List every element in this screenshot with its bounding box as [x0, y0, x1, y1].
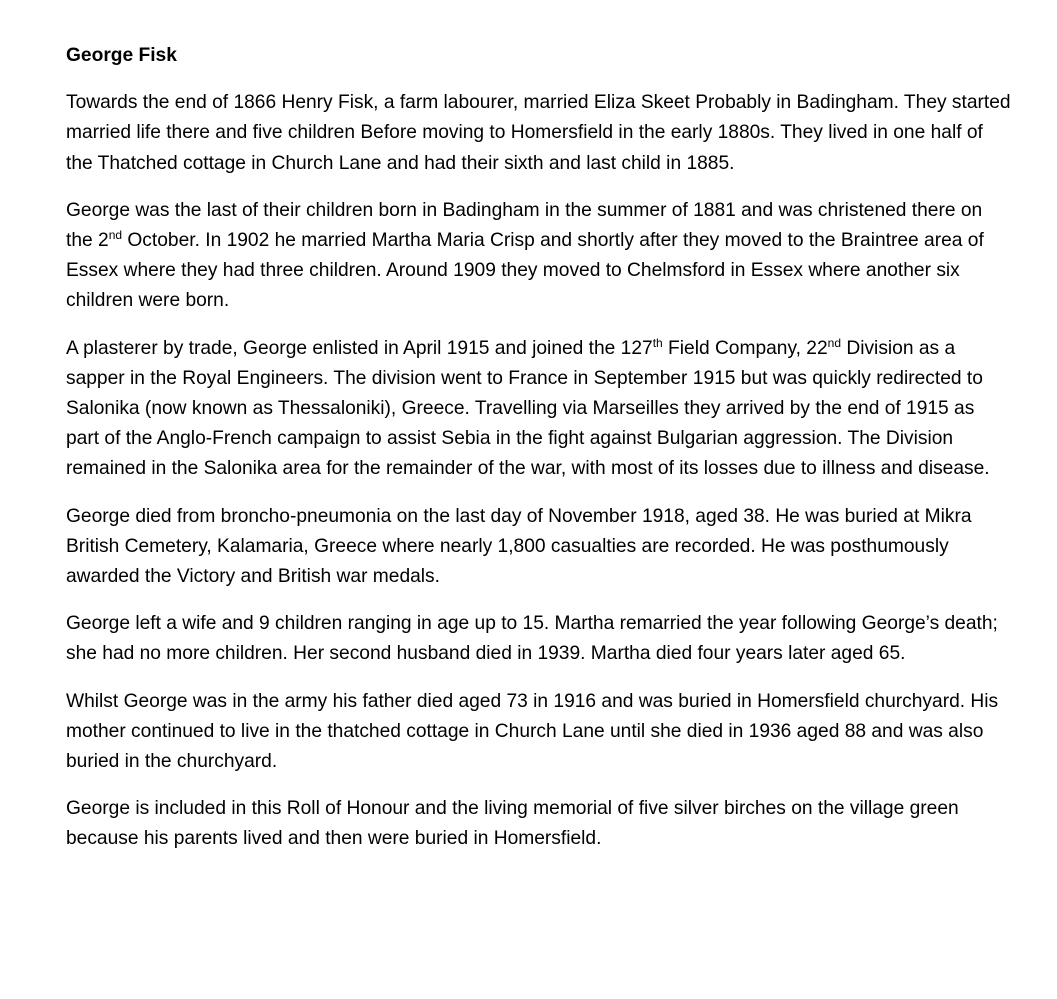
document-title: George Fisk [66, 45, 177, 66]
document-page [66, 41, 1011, 872]
paragraph-family: George left a wife and 9 children ranging in age up to 15. Martha remarried the year following George’s death; she had no more children. Her second husband died in 1939. Martha died four years later aged 65. [66, 613, 998, 665]
paragraph-text: October. In 1902 he married Martha Maria Crisp and shortly after they moved to the Braintree area of Essex where they had three children. Around 1909 they moved to Chelmsford in Essex where another six children were born. [66, 230, 984, 312]
paragraph-text: George was the last of their children born in Badingham in the summer of 1881 and was christened there on the 2 [66, 199, 983, 252]
paragraph-text: Field Company, 22 [662, 337, 828, 359]
paragraph-text: Division as a sapper in the Royal Engineers. The division went to France in September 1915 but was quickly redirected to Salonika (now known as Thessaloniki), Greece. Travelling via Marseilles they arrived by the end of 1915 as part of the Anglo-French campaign to assist Sebia in the fight against Bulgarian aggression. The Division remained in the Salonika area for the remainder of the war, with most of its losses due to illness and disease. [66, 337, 990, 480]
ordinal-suffix: nd [827, 335, 842, 350]
paragraph-text: A plasterer by trade, George enlisted in April 1915 and joined the 127 [66, 337, 653, 359]
paragraph-marriage: Towards the end of 1866 Henry Fisk, a farm labourer, married Eliza Skeet Probably in Badingham. They started married life there and five children Before moving to Homersfield in the early 1880s. They lived in one half of the Thatched cottage in Church Lane and had their sixth and last child in 1885. [66, 92, 1011, 174]
paragraph-death: George died from broncho-pneumonia on the last day of November 1918, aged 38. He was buried at Mikra British Cemetery, Kalamaria, Greece where nearly 1,800 casualties are recorded. He was posthumously awarded the Victory and British war medals. [66, 505, 972, 588]
paragraph-service [66, 334, 1011, 485]
paragraph-birth [66, 196, 1011, 317]
paragraph-parents: Whilst George was in the army his father died aged 73 in 1916 and was buried in Homersfield churchyard. His mother continued to live in the thatched cottage in Church Lane until she died in 1936 aged 88 and was also buried in the churchyard. [66, 690, 999, 773]
ordinal-suffix: nd [108, 228, 123, 243]
ordinal-suffix: th [652, 335, 663, 350]
paragraph-memorial: George is included in this Roll of Honour and the living memorial of five silver birches on the village green because his parents lived and then were buried in Homersfield. [66, 798, 959, 850]
